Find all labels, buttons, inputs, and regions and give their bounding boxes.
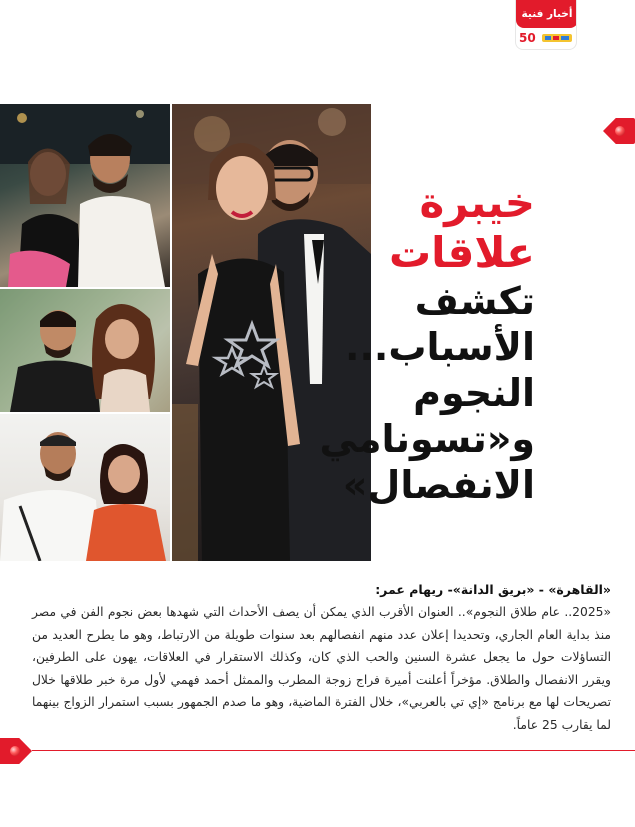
red-bead-icon [10, 746, 20, 756]
article-body [32, 580, 611, 737]
headline-line-4: و«تسونامي [319, 417, 535, 461]
section-tab [515, 0, 577, 50]
headline-red-line-1: خيبرة [419, 178, 535, 227]
article-headline [295, 178, 535, 508]
magazine-logo [542, 32, 572, 44]
headline-line-2: الأسباب... [345, 325, 535, 369]
red-bead-icon [615, 126, 625, 136]
red-arrow-marker-right [603, 118, 635, 144]
couple-photo-2 [0, 289, 170, 412]
headline-red-line-2: علاقات [388, 228, 535, 277]
red-arrow-marker-left [0, 738, 32, 764]
article-paragraph: «2025.. عام طلاق النجوم».. العنوان الأقرب الذي يمكن أن يصف الأحداث التي شهدها بعض نجوم الفن في مصر منذ بداية العام الجاري، وتحديدا إعلان عدد منهم انفصالهم بعد سنوات طويلة من الارتباط، وهو ما يطرح العديد من التساؤلات حول ما يجعل عشرة السنين والحب الذي كان، وكذلك الاستقرار في العلاقات، يهون على الطرفين، ويقرر الانفصال والطلاق. مؤخراً أعلنت أميرة فراج زوجة المطرب والممثل أحمد فهمي لأول مرة خبر طلاقها خلال تصريحات لها مع برنامج «إي تي بالعربي»، خلال الفترة الماضية، وهو ما صدم الجمهور بسبب استمرار الزواج بينهما لما يقارب 25 عاماً. [32, 605, 611, 732]
headline-line-3: النجوم [413, 371, 535, 415]
section-label: أخبار فنية [516, 0, 577, 28]
page-number: 50 [519, 31, 536, 45]
couple-photo-1 [0, 104, 170, 287]
article-byline: «القاهرة» - «بريق الدانة»- ريهام عمر: [375, 582, 611, 597]
bottom-divider [32, 750, 635, 751]
couple-photo-3 [0, 414, 170, 561]
headline-line-1: تكشف [414, 279, 535, 323]
headline-line-5: الانفصال» [342, 463, 535, 507]
